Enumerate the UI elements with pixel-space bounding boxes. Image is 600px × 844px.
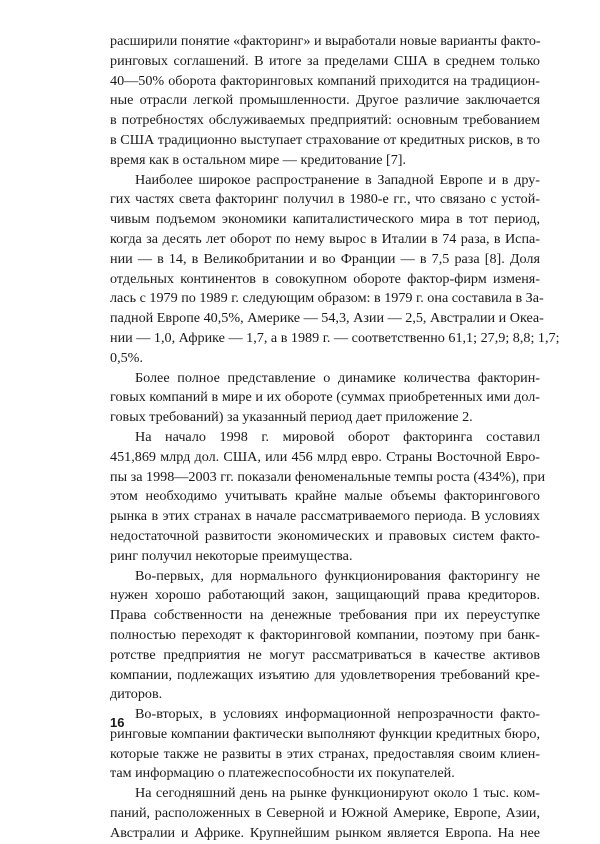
- text-line: когда за десять лет оборот по нему вырос в Италии в 74 раза, в Испа-: [110, 230, 540, 247]
- text-line: Наиболее широкое распространение в Западной Европе и в дру-: [135, 171, 540, 188]
- text-line: Австралии и Африке. Крупнейшим рынком является Европа. На нее: [110, 824, 540, 841]
- text-line: ные отрасли легкой промышленности. Другое различие заключается: [110, 92, 540, 109]
- text-line: 0,5%.: [110, 349, 143, 366]
- text-line: чивым подъемом экономики капиталистического мира в тот период,: [110, 211, 540, 228]
- text-line: этом необходимо учитывать крайне малые объемы факторингового: [110, 488, 540, 505]
- paragraph-6: [110, 705, 540, 784]
- text-line: ротстве предприятия не могут рассматриваться в качестве активов: [110, 646, 540, 663]
- page-body: [110, 32, 560, 844]
- text-line: На начало 1998 г. мировой оборот факторинга составил: [135, 428, 540, 445]
- text-line: полностью переходят к факторинговой компании, поэтому при банк-: [110, 626, 540, 643]
- text-line: в США традиционно выступает страхование от кредитных рисков, в то: [110, 131, 540, 148]
- text-line: На сегодняшний день на рынке функционируют около 1 тыс. ком-: [135, 785, 540, 802]
- paragraph-4: [110, 428, 546, 567]
- text-line: ринг получил некоторые преимущества.: [110, 547, 353, 564]
- text-line: которые также не развиты в этих странах, предоставляя своим клиен-: [110, 745, 540, 762]
- text-line: расширили понятие «факторинг» и выработали новые варианты факто-: [110, 33, 541, 49]
- text-line: там информацию о платежеспособности их покупателей.: [110, 765, 455, 782]
- text-line: пы за 1998—2003 гг. показали феноменальные темпы роста (434%), при: [110, 468, 546, 485]
- text-line: нии — в 14, в Великобритании и во Франции — в 7,5 раза [8]. Доля: [110, 250, 540, 267]
- text-line: 40—50% оборота факторинговых компаний приходится на традицион-: [110, 72, 540, 89]
- text-line: падной Европе 40,5%, Америке — 54,3, Азии — 2,5, Австралии и Океа-: [110, 310, 544, 327]
- text-line: недостаточной развитости экономических и правовых систем факто-: [110, 527, 540, 544]
- text-line: в потребностях обслуживаемых предприятий: основным требованием: [110, 112, 540, 129]
- text-line: Более полное представление о динамике количества факторин-: [135, 369, 540, 386]
- paragraph-7: [110, 784, 540, 843]
- text-line: говых компаний в мире и их обороте (суммах приобретенных ими дол-: [110, 389, 540, 406]
- paragraph-2: [110, 171, 560, 369]
- text-line: отдельных континентов в совокупном обороте фактор-фирм изменя-: [110, 270, 540, 287]
- text-line: гих частях света факторинг получил в 1980-е гг., что связано с устой-: [110, 191, 540, 208]
- text-line: время как в остальном мире — кредитование [7].: [110, 151, 407, 168]
- text-line: лась с 1979 по 1989 г. следующим образом: в 1979 г. она составила в За-: [110, 290, 544, 307]
- text-line: 451,869 млрд дол. США, или 456 млрд евро. Страны Восточной Евро-: [110, 448, 540, 465]
- text-line: паний, расположенных в Северной и Южной Америке, Европе, Азии,: [110, 805, 540, 822]
- text-line: нии — 1,0, Африке — 1,7, а в 1989 г. — соответственно 61,1; 27,9; 8,8; 1,7;: [110, 329, 560, 346]
- paragraph-1: [110, 32, 540, 171]
- paragraph-3: [110, 369, 540, 428]
- page-number: 16: [110, 715, 125, 730]
- text-line: говых требований) за указанный период дает приложение 2.: [110, 409, 473, 426]
- text-line: Во-вторых, в условиях информационной непрозрачности факто-: [135, 706, 540, 723]
- text-line: диторов.: [110, 686, 163, 703]
- paragraph-5: [110, 567, 540, 706]
- text-line: Во-первых, для нормального функционирования факторингу не: [135, 567, 540, 584]
- text-line: ринговых соглашений. В итоге за пределами США в среднем только: [110, 52, 540, 69]
- text-line: компании, подлежащих изъятию для удовлетворения требований кре-: [110, 666, 540, 683]
- text-line: нужен хорошо работающий закон, защищающий права кредиторов.: [110, 587, 540, 604]
- text-line: ринговые компании фактически выполняют функции кредитных бюро,: [110, 725, 540, 742]
- text-line: рынка в этих странах в начале рассматриваемого периода. В условиях: [110, 508, 540, 525]
- text-line: Права собственности на денежные требования при их переуступке: [110, 607, 540, 624]
